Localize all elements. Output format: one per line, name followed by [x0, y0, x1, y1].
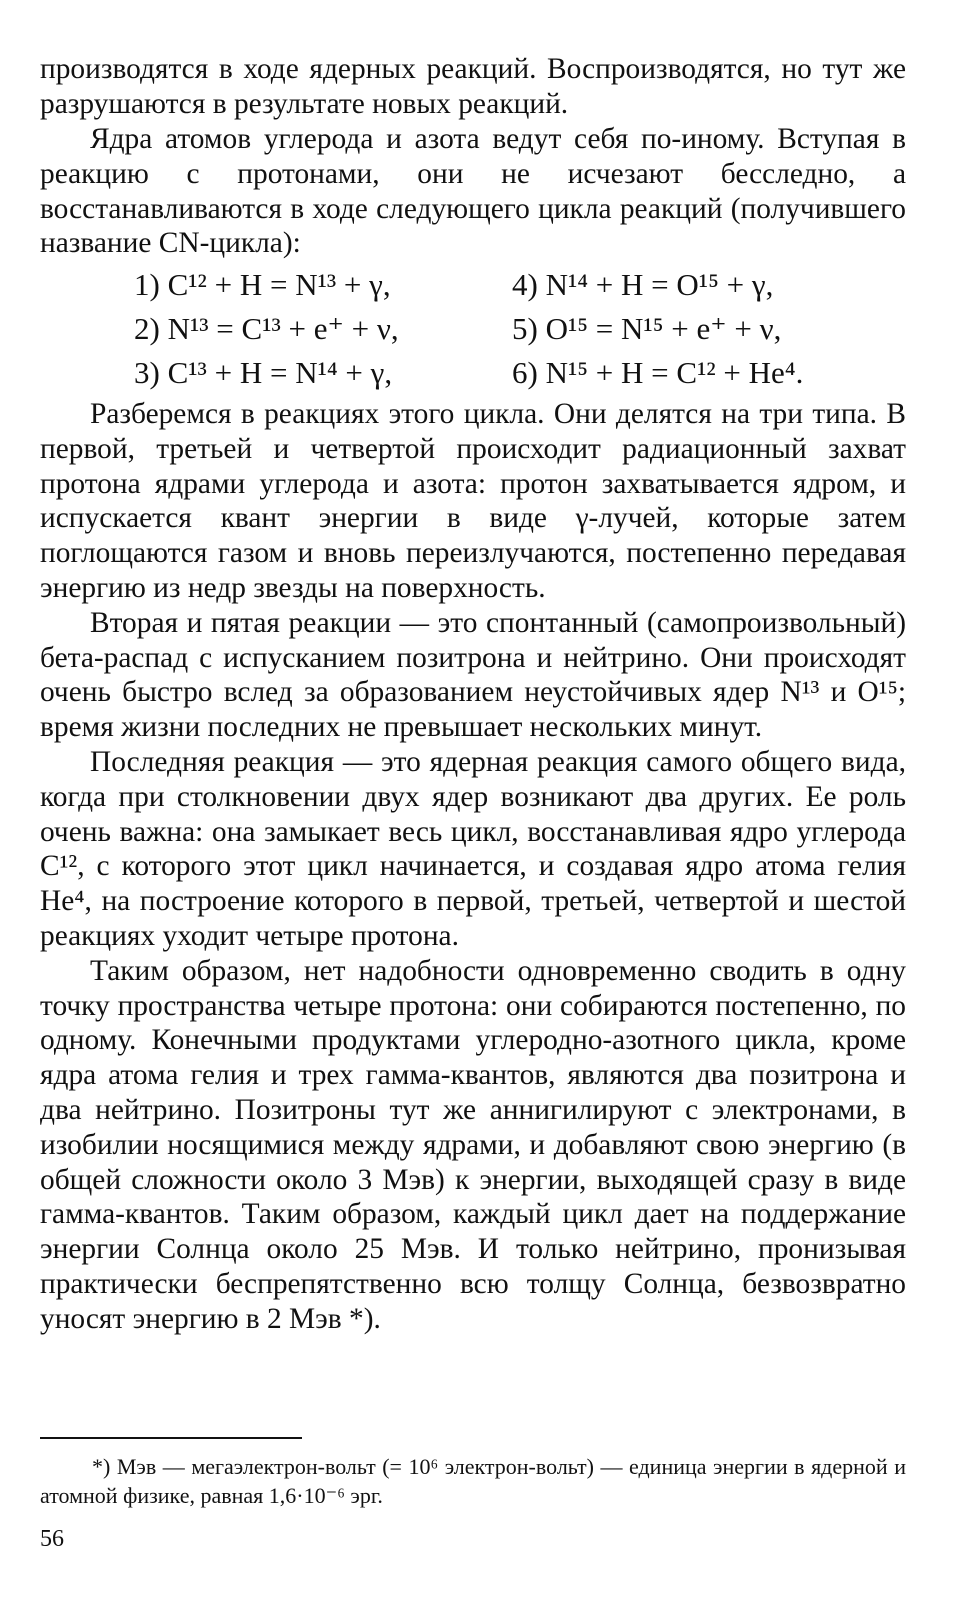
page-number: 56	[40, 1526, 64, 1552]
equation-4: 4) N¹⁴ + H = O¹⁵ + γ,	[512, 267, 774, 302]
cn-cycle-equations	[0, 263, 956, 395]
paragraph-conclusion: Таким образом, нет надобности одновременно сводить в одну точку пространства четыре протона: они собираются постепенно, по одному. Конечными продуктами углеродно-азотного цикла, кроме ядра атома гелия и трех гамма-квантов, являются два позитрона и два нейтрино. Позитроны тут же аннигилируют с электронами, в изобилии носящимися между ядрами, и добавляют свою энергию (в общей сложности около 3 Мэв) к энергии, выходящей сразу в виде гамма-квантов. Таким образом, каждый цикл дает на поддержание энергии Солнца около 25 Мэв. И только нейтрино, пронизывая практически беспрепятственно всю толщу Солнца, безвозвратно уносят энергию в 2 Мэв *).	[40, 954, 906, 1335]
paragraph-continuation	[40, 52, 906, 122]
paragraph-text: производятся в ходе ядерных реакций. Воспроизводятся, но тут же разрушаются в результате новых реакций.	[40, 53, 906, 120]
paragraph-reaction-types: Разберемся в реакциях этого цикла. Они делятся на три типа. В первой, третьей и четвертой происходит радиационный захват протона ядрами углерода и азота: протон захватывается ядром, и испускается квант энергии в виде γ-лучей, которые затем поглощаются газом и вновь переизлучаются, постепенно передавая энергию из недр звезды на поверхность.	[40, 398, 906, 604]
equation-row	[0, 307, 956, 351]
footnote-text: *) Мэв — мегаэлектрон-вольт (= 10⁶ электрон-вольт) — единица энергии в ядерной и атомной физике, равная 1,6·10⁻⁶ эрг.	[40, 1454, 906, 1508]
equation-6: 6) N¹⁵ + H = C¹² + He⁴.	[512, 355, 804, 390]
paragraph-last-reaction: Последняя реакция — это ядерная реакция самого общего вида, когда при столкновении двух ядер возникают два других. Ее роль очень важна: она замыкает весь цикл, восстанавливая ядро углерода C¹², с которого этот цикл начинается, и создавая ядро атома гелия He⁴, на построение которого в первой, третьей, четвертой и шестой реакциях уходит четыре протона.	[40, 745, 906, 952]
equation-5: 5) O¹⁵ = N¹⁵ + e⁺ + ν,	[512, 311, 782, 346]
footnote-divider	[40, 1437, 302, 1439]
main-text-block	[40, 397, 906, 1337]
equation-2: 2) N¹³ = C¹³ + e⁺ + ν,	[134, 311, 399, 346]
equation-row	[0, 351, 956, 395]
equation-3: 3) C¹³ + H = N¹⁴ + γ,	[134, 355, 393, 390]
footnote	[40, 1452, 906, 1510]
paragraph-text: Ядра атомов углерода и азота ведут себя по-иному. Вступая в реакцию с протонами, они не исчезают бесследно, а восстанавливаются в ходе следующего цикла реакций (получившего название CN-цикла):	[40, 123, 906, 260]
paragraph-beta-decay: Вторая и пятая реакции — это спонтанный (самопроизвольный) бета-распад с испусканием позитрона и нейтрино. Они происходят очень быстро вслед за образованием неустойчивых ядер N¹³ и O¹⁵; время жизни последних не превышает нескольких минут.	[40, 606, 906, 744]
paragraph-cn-cycle-intro	[40, 122, 906, 261]
equation-row	[0, 263, 956, 307]
equation-1: 1) C¹² + H = N¹³ + γ,	[134, 267, 391, 302]
